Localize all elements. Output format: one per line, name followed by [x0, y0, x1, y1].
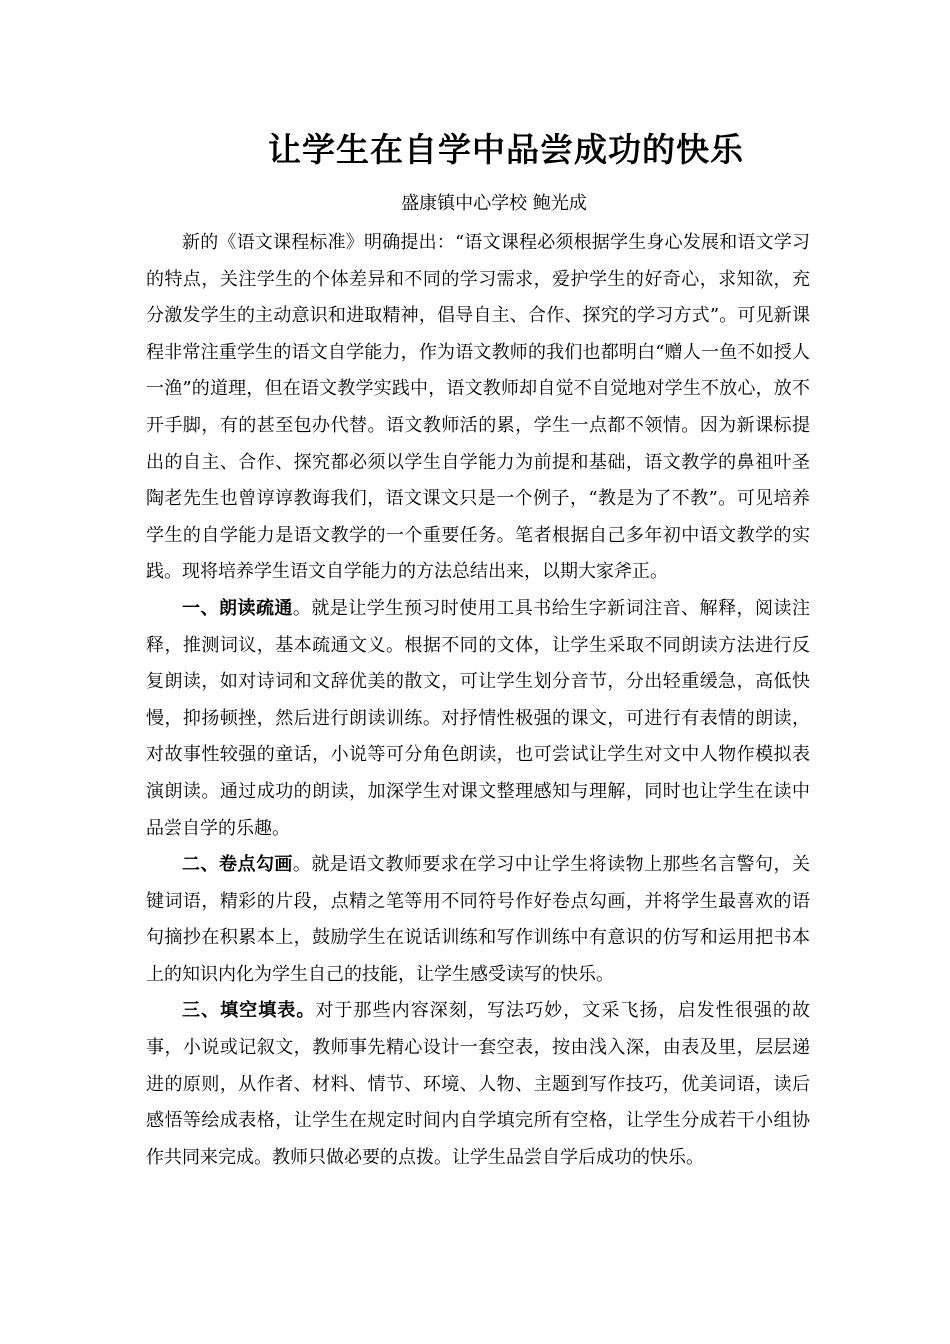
paragraph-text: 对于那些内容深刻，写法巧妙，文采飞扬，启发性很强的故事，小说或记叙文，教师事先精心设计一套空表，按由浅入深，由表及里，层层递进的原则，从作者、材料、情节、环境、人物、主题到写作技巧，优美词语，读后感悟等绘成表格，让学生在规定时间内自学填完所有空格，让学生分成若干小组协作共同来完成。教师只做必要的点拨。让学生品尝自学后成功的快乐。: [146, 1000, 810, 1168]
author-byline: 盛康镇中心学校 鲍光成: [401, 193, 587, 214]
document-body: [146, 225, 810, 1176]
paragraph-section-2: [146, 847, 810, 993]
paragraph-text: 新的《语文课程标准》明确提出：“语文课程必须根据学生身心发展和语文学习的特点，关注学生的个体差异和不同的学习需求，爱护学生的好奇心，求知欲，充分激发学生的主动意识和进取精神，倡导自主、合作、探究的学习方式”。可见新课程非常注重学生的语文自学能力，作为语文教师的我们也都明白“赠人一鱼不如授人一渔”的道理，但在语文教学实践中，语文教师却自觉不自觉地对学生不放心，放不开手脚，有的甚至包办代替。语文教师活的累，学生一点都不领情。因为新课标提出的自主、合作、探究都必须以学生自学能力为前提和基础，语文教学的鼻祖叶圣陶老先生也曾谆谆教诲我们，语文课文只是一个例子，“教是为了不教”。可见培养学生的自学能力是语文教学的一个重要任务。笔者根据自己多年初中语文教学的实践。现将培养学生语文自学能力的方法总结出来，以期大家斧正。: [146, 232, 810, 583]
paragraph-text: 。就是语文教师要求在学习中让学生将读物上那些名言警句，关键词语，精彩的片段，点精之笔等用不同符号作好卷点勾画，并将学生最喜欢的语句摘抄在积累本上，鼓励学生在说话训练和写作训练中有意识的仿写和运用把书本上的知识内化为学生自己的技能，让学生感受读写的快乐。: [146, 854, 811, 985]
section-heading: 二、卷点勾画: [182, 854, 293, 876]
paragraph-section-1: [146, 591, 810, 847]
section-heading: 三、填空填表。: [182, 1000, 316, 1022]
paragraph-text: 。就是让学生预习时使用工具书给生字新词注音、解释，阅读注释，推测词议，基本疏通文义。根据不同的文体，让学生采取不同朗读方法进行反复朗读，如对诗词和文辞优美的散文，可让学生划分音节，分出轻重缓急，高低快慢，抑扬顿挫，然后进行朗读训练。对抒情性极强的课文，可进行有表情的朗读，对故事性较强的童话，小说等可分角色朗读，也可尝试让学生对文中人物作模拟表演朗读。通过成功的朗读，加深学生对课文整理感知与理解，同时也让学生在读中品尝自学的乐趣。: [146, 597, 811, 839]
paragraph-section-3: [146, 993, 810, 1176]
section-heading: 一、朗读疏通: [182, 597, 293, 619]
document-title: 让学生在自学中品尝成功的快乐: [268, 130, 744, 169]
paragraph-intro: [146, 225, 810, 591]
